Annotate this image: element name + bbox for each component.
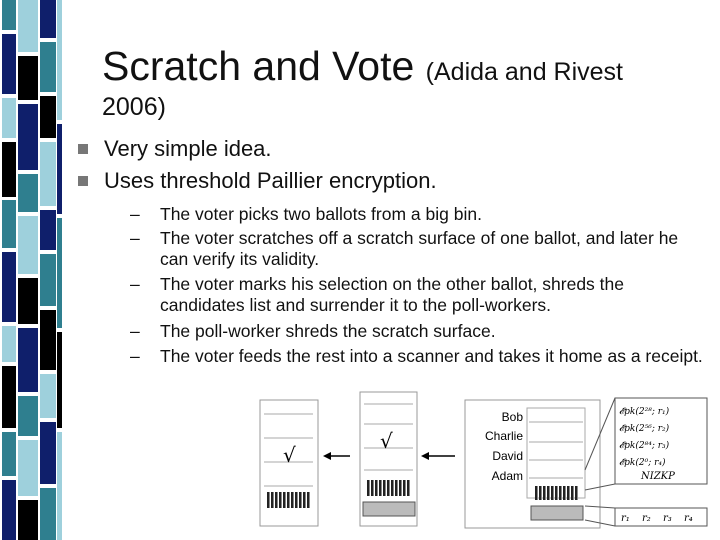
bullet-item xyxy=(104,136,272,162)
encryption-entry: 𝓔pk(2⁵⁶; r₂) xyxy=(619,424,670,434)
receipt-ballot xyxy=(260,400,318,526)
dash: – xyxy=(130,274,140,294)
decorative-stripe xyxy=(0,0,64,540)
checkmark: √ xyxy=(283,443,296,467)
encryption-entry: 𝓔pk(2⁰; r₄) xyxy=(619,458,666,468)
bullet-square-icon xyxy=(78,144,88,154)
title-line2: 2006) xyxy=(102,93,166,121)
sub-bullet-text: The poll-worker shreds the scratch surface. xyxy=(160,321,496,341)
encryption-entry: 𝓔pk(2⁸⁴; r₃) xyxy=(619,441,670,451)
arrow-icon xyxy=(323,452,350,460)
encryption-box xyxy=(615,398,707,484)
checkmark: √ xyxy=(380,429,393,453)
scratch-surface xyxy=(531,506,583,520)
dash: – xyxy=(130,228,140,248)
proof-label: NIZKP xyxy=(641,471,675,482)
randomness-value: r₃ xyxy=(663,513,672,524)
encryption-entry: 𝓔pk(2²⁸; r₁) xyxy=(619,407,670,417)
randomness-strip xyxy=(615,508,707,526)
sub-bullet-text: The voter feeds the rest into a scanner and takes it home as a receipt. xyxy=(160,346,703,366)
candidate-name: Charlie xyxy=(484,429,523,443)
barcode xyxy=(367,480,411,496)
bullet-item xyxy=(104,168,437,194)
bullet-square-icon xyxy=(78,176,88,186)
candidate-name: Bob xyxy=(501,410,523,424)
randomness-value: r₄ xyxy=(684,513,693,524)
sub-bullet-text: The voter picks two ballots from a big bin. xyxy=(160,204,482,224)
candidate-name: David xyxy=(492,449,523,463)
title-main: Scratch and Vote xyxy=(102,43,415,89)
randomness-value: r₁ xyxy=(621,513,630,524)
barcode xyxy=(267,492,311,508)
dash: – xyxy=(130,204,140,224)
arrow-icon xyxy=(421,452,455,460)
candidate-name: Adam xyxy=(491,469,523,483)
full-ballot xyxy=(465,400,600,528)
dash: – xyxy=(130,346,140,366)
ballot-figure xyxy=(255,390,715,530)
sub-bullet-text: The voter scratches off a scratch surface of one ballot, and later he can verify its validity. xyxy=(160,228,679,269)
bullet-text: Uses threshold Paillier encryption. xyxy=(104,168,437,193)
slide-title xyxy=(102,40,702,98)
barcode xyxy=(535,486,579,500)
randomness-value: r₂ xyxy=(642,513,651,524)
title-suffix: (Adida and Rivest xyxy=(425,58,623,86)
marked-ballot xyxy=(360,392,417,526)
sub-bullet-text: The voter marks his selection on the other ballot, shreds the candidates list and surrender it to the poll-workers. xyxy=(160,274,624,315)
bullet-text: Very simple idea. xyxy=(104,136,272,161)
dash: – xyxy=(130,321,140,341)
scratch-surface xyxy=(363,502,415,516)
